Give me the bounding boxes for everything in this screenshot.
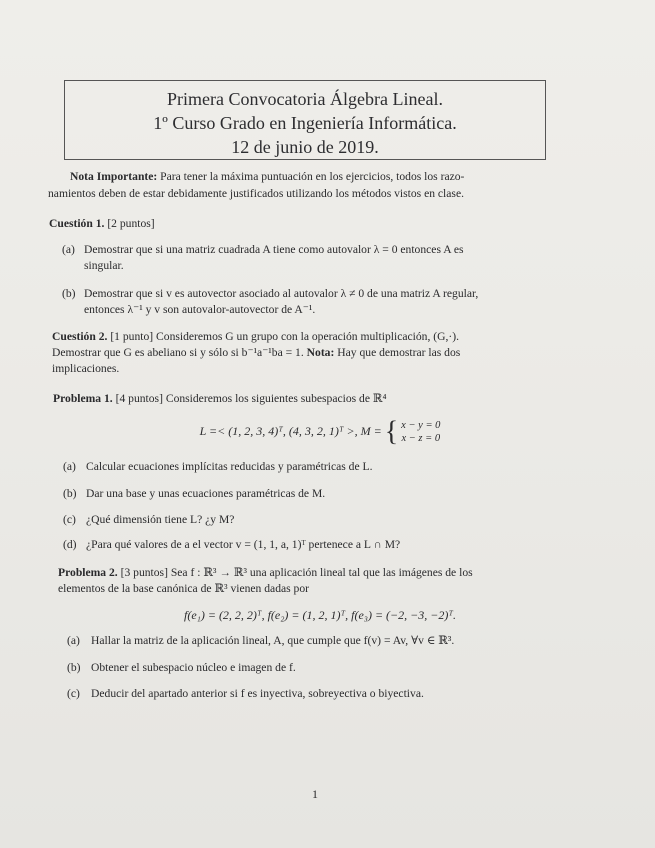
page-number: 1 bbox=[312, 787, 318, 801]
problema2-formula: f(e₁) = (2, 2, 2)ᵀ, f(e₂) = (1, 2, 1)ᵀ, f(e₃) = (−2, −3, −2)ᵀ. bbox=[184, 608, 456, 622]
problema1-c-label: (c) bbox=[63, 513, 76, 526]
problema1-a: Calcular ecuaciones implícitas reducidas y paramétricas de L. bbox=[86, 460, 373, 473]
cuestion2-line1 bbox=[52, 329, 592, 345]
cuestion2-line3: implicaciones. bbox=[52, 362, 120, 375]
cuestion1-points: [2 puntos] bbox=[107, 217, 155, 230]
cuestion1-heading bbox=[49, 216, 155, 232]
header-course: 1º Curso Grado en Ingeniería Informática. bbox=[153, 113, 457, 133]
problema1-heading bbox=[53, 391, 573, 407]
nota-label: Nota Importante: bbox=[70, 170, 158, 183]
system-equations bbox=[401, 419, 440, 445]
cuestion1-b-line2: entonces λ⁻¹ y v son autovalor-autovector de A⁻¹. bbox=[84, 303, 316, 316]
system-eq1: x − y = 0 bbox=[401, 420, 441, 432]
problema2-title: Problema 2. bbox=[58, 566, 118, 579]
problema2-c: Deducir del apartado anterior si f es inyectiva, sobreyectiva o biyectiva. bbox=[91, 687, 424, 700]
cuestion2-line2 bbox=[52, 345, 592, 361]
problema1-b-label: (b) bbox=[63, 487, 77, 500]
nota-importante bbox=[70, 169, 570, 185]
problema1-formula-L: L =< (1, 2, 3, 4)ᵀ, (4, 3, 2, 1)ᵀ >, M = bbox=[199, 424, 382, 438]
problema2-b-label: (b) bbox=[67, 661, 81, 674]
nota-text: Para tener la máxima puntuación en los ejercicios, todos los razo- bbox=[160, 170, 465, 183]
cuestion1-title: Cuestión 1. bbox=[49, 217, 105, 230]
problema2-line1: [3 puntos] Sea f : ℝ³ → ℝ³ una aplicación lineal tal que las imágenes de los bbox=[120, 566, 473, 579]
cuestion2-text2-end: Hay que demostrar las dos bbox=[334, 346, 461, 359]
cuestion1-a-label: (a) bbox=[62, 243, 75, 256]
problema2-a: Hallar la matriz de la aplicación lineal, A, que cumple que f(v) = Av, ∀v ∈ ℝ³. bbox=[91, 634, 455, 647]
nota-text-line2: namientos deben de estar debidamente justificados utilizando los métodos vistos en clase. bbox=[48, 187, 464, 200]
cuestion2-title: Cuestión 2. bbox=[52, 330, 108, 343]
cuestion2-text1: [1 punto] Consideremos G un grupo con la operación multiplicación, (G,·). bbox=[110, 330, 460, 343]
cuestion2-text2: Demostrar que G es abeliano si y sólo si b⁻¹a⁻¹ba = 1. bbox=[52, 346, 307, 359]
problema1-title: Problema 1. bbox=[53, 392, 113, 405]
problema1-intro: [4 puntos] Consideremos los siguientes subespacios de ℝ⁴ bbox=[115, 392, 387, 405]
problema1-formula bbox=[140, 414, 500, 448]
exam-header-box bbox=[64, 80, 546, 160]
problema1-a-label: (a) bbox=[63, 460, 76, 473]
problema2-b: Obtener el subespacio núcleo e imagen de f. bbox=[91, 661, 296, 674]
problema2-heading bbox=[58, 565, 588, 581]
problema1-b: Dar una base y unas ecuaciones paramétricas de M. bbox=[86, 487, 326, 500]
system-eq2: x − z = 0 bbox=[401, 433, 441, 445]
cuestion2-nota-label: Nota: bbox=[306, 346, 335, 359]
cuestion1-a-line1: Demostrar que si una matriz cuadrada A tiene como autovalor λ = 0 entonces A es bbox=[84, 243, 464, 256]
header-title: Primera Convocatoria Álgebra Lineal. bbox=[167, 89, 443, 109]
system-brace: { bbox=[384, 416, 399, 448]
problema2-line2: elementos de la base canónica de ℝ³ vienen dadas por bbox=[58, 582, 310, 595]
header-date: 12 de junio de 2019. bbox=[231, 137, 379, 157]
problema1-c: ¿Qué dimensión tiene L? ¿y M? bbox=[86, 513, 235, 526]
problema1-d: ¿Para qué valores de a el vector v = (1, 1, a, 1)ᵀ pertenece a L ∩ M? bbox=[86, 538, 401, 551]
problema2-a-label: (a) bbox=[67, 634, 80, 647]
problema1-d-label: (d) bbox=[63, 538, 77, 551]
cuestion1-b-label: (b) bbox=[62, 287, 76, 300]
cuestion1-a-line2: singular. bbox=[84, 259, 124, 272]
cuestion1-b-line1: Demostrar que si v es autovector asociado al autovalor λ ≠ 0 de una matriz A regular, bbox=[84, 287, 479, 300]
problema2-c-label: (c) bbox=[67, 687, 80, 700]
